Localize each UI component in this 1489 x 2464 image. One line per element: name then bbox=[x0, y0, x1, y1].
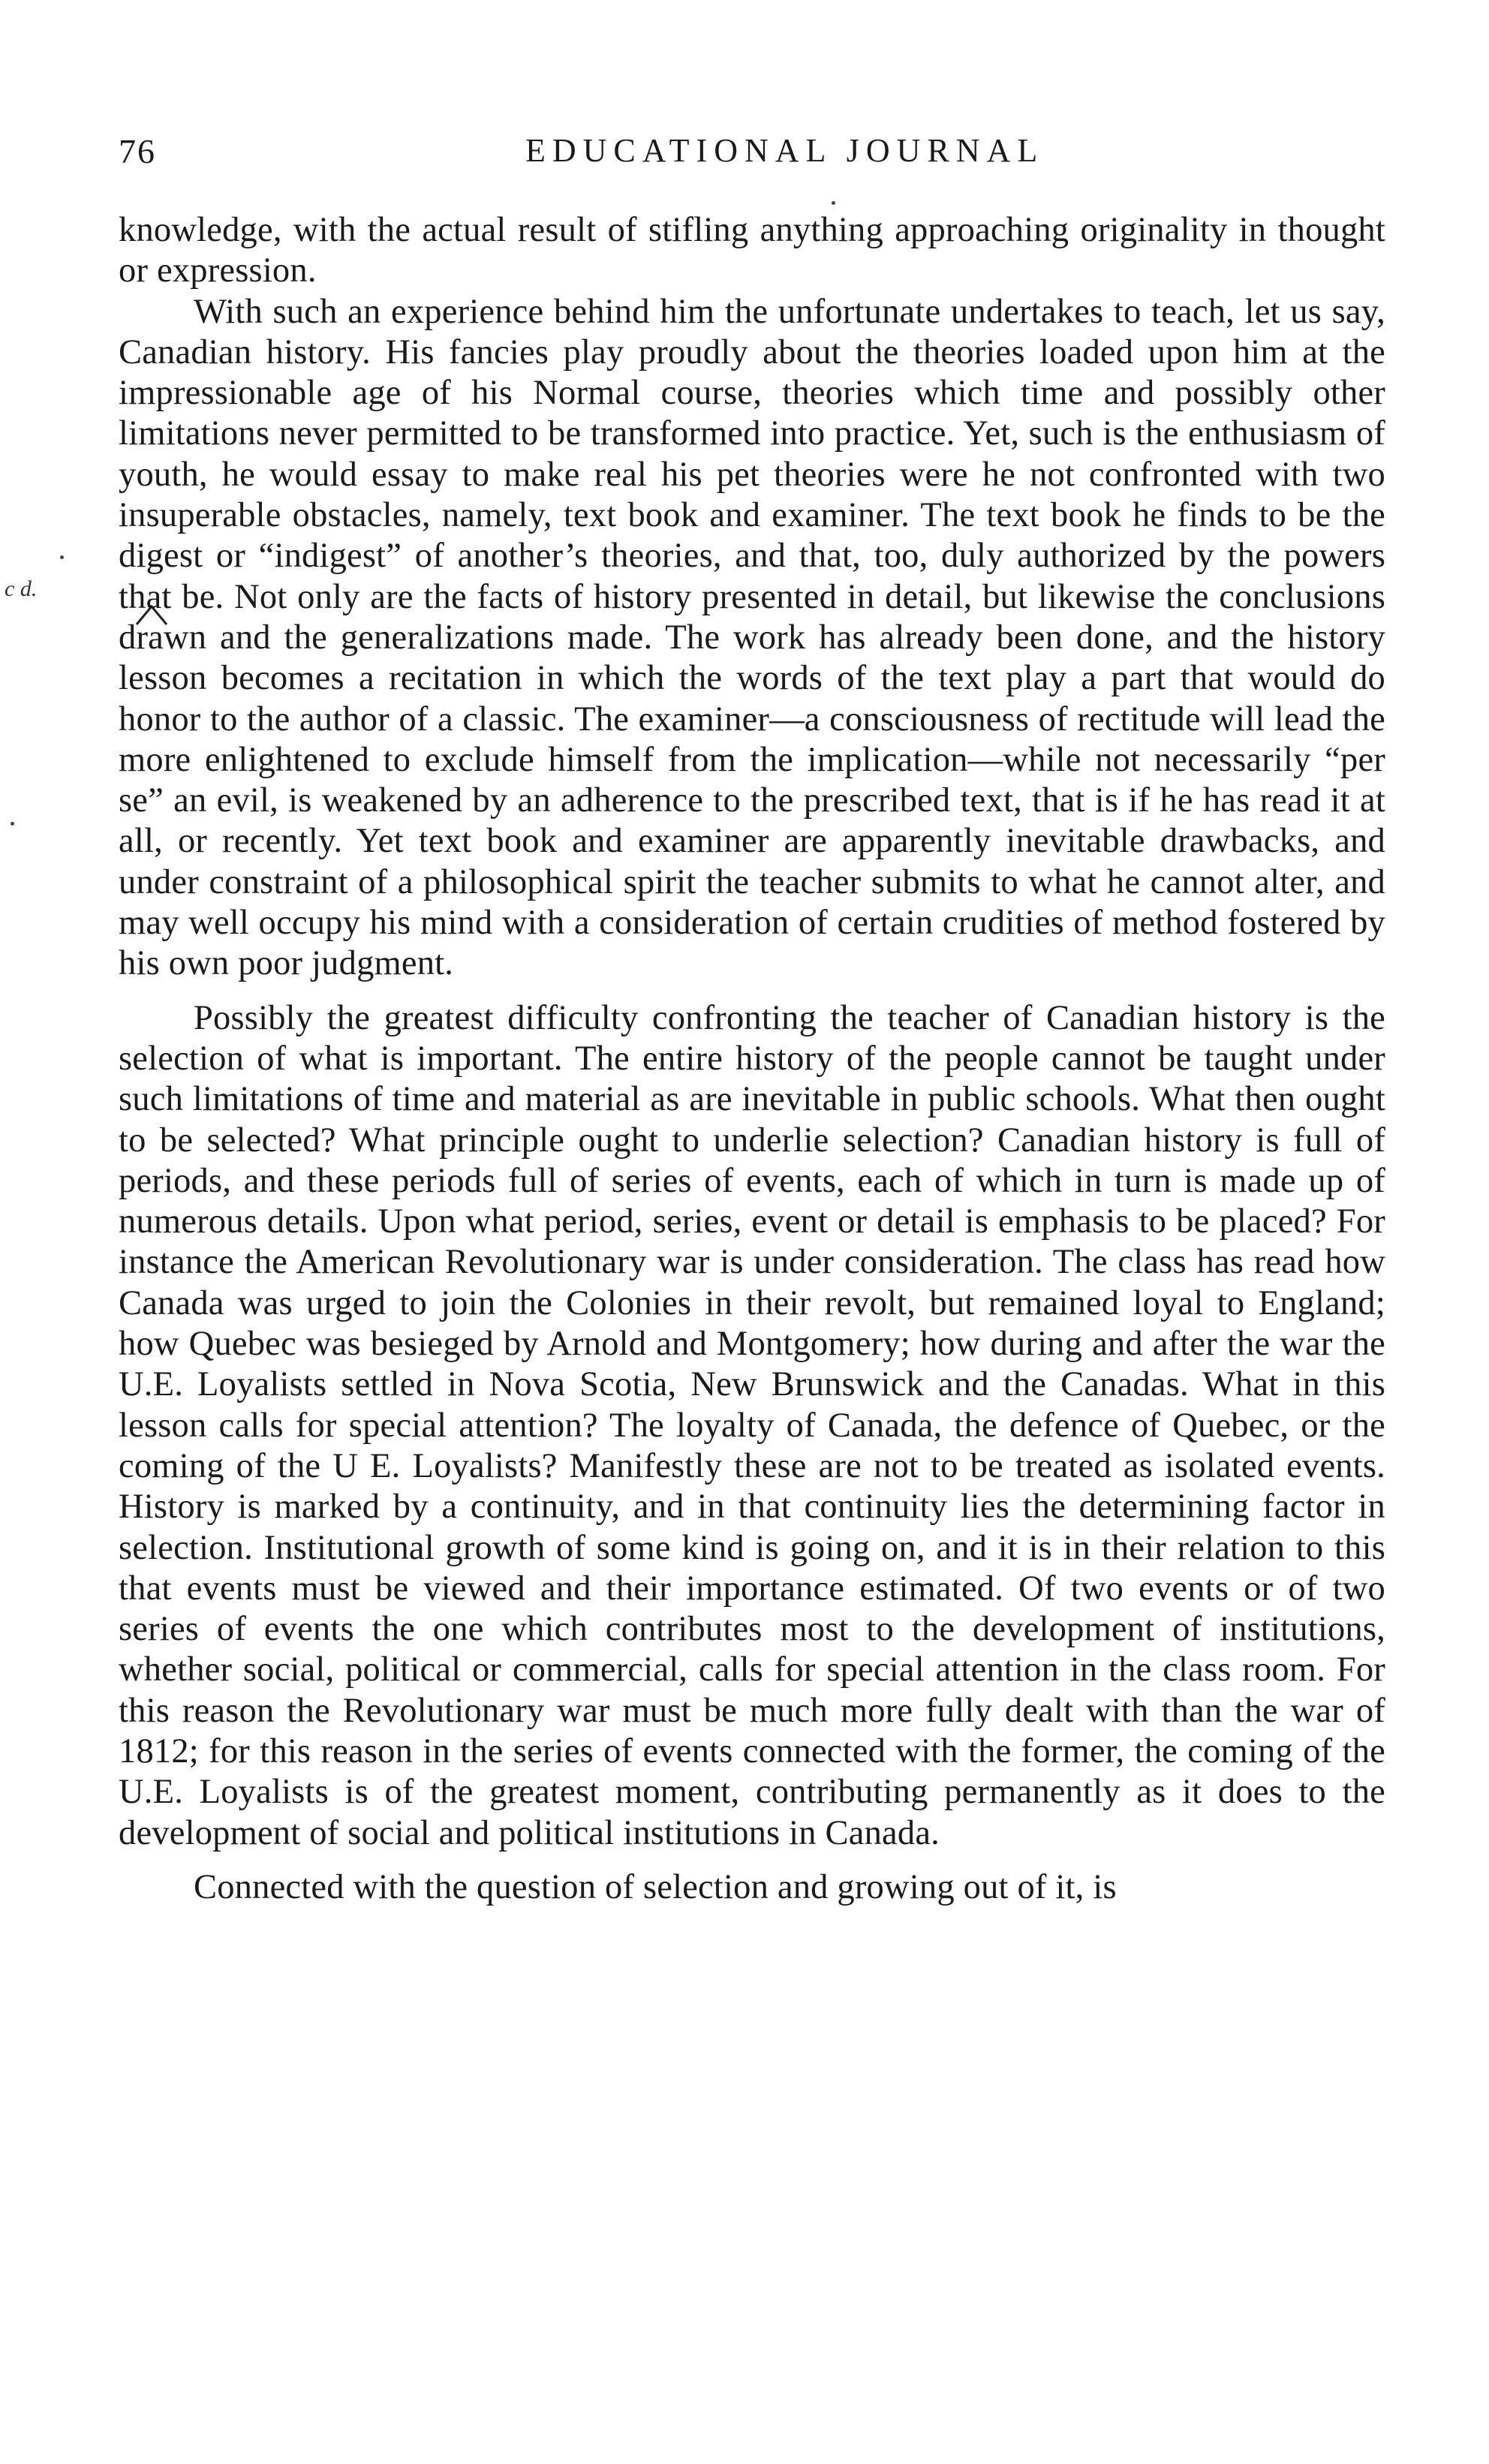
running-header: EDUCATIONAL JOURNAL bbox=[525, 132, 1045, 169]
paragraph: Connected with the question of selection and growing out of it, is bbox=[194, 1867, 1117, 1906]
handwritten-margin-note: c d. bbox=[5, 576, 38, 601]
stray-ink-dot bbox=[11, 822, 14, 826]
paragraph: Possibly the greatest difficulty confronting the teacher of Canadian history is the selection of what is important. The entire history of the people cannot be taught under such limitations of time and material as are inevitable in public schools. What then ought to be selected? What principle ought to underlie selection? Canadian history is full of periods, and these periods full of series of events, each of which in turn is made up of numerous details. Upon what period, series, event or detail is emphasis to be placed? For instance the American Revolutionary war is under consideration. The class has read how Canada was urged to join the Colonies in their revolt, but remained loyal to England; how Quebec was besieged by Arnold and Montgomery; how during and after the war the U.E. Loyalists settled in Nova Scotia, New Brunswick and the Canadas. What in this lesson calls for special attention? The loyalty of Canada, the defence of Quebec, or the coming of the U E. Loyalists? Manifestly these are not to be treated as isolated events. History is marked by a continuity, and in that continuity lies the determining factor in selection. Institutional growth of some kind is going on, and it is in their relation to this that events must be viewed and their importance estimated. Of two events or of two series of events the one which contributes most to the development of institutions, whether social, political or commercial, calls for special attention in the class room. For this reason the Revolutionary war must be much more fully dealt with than the war of 1812; for this reason in the series of events connected with the former, the coming of the U.E. Loyalists is of the greatest moment, contributing permanently as it does to the development of social and political institutions in Canada. bbox=[119, 998, 1385, 1852]
stray-ink-dot bbox=[60, 555, 64, 559]
paragraph: With such an experience behind him the unfortunate undertakes to teach, let us say, Canadian history. His fancies play proudly about the theories loaded upon him at the impressionable age of his Normal course, theories which time and possibly other limitations never permitted to be transformed into practice. Yet, such is the enthusiasm of youth, he would essay to make real his pet theories were he not confronted with two insuperable obstacles, namely, text book and examiner. The text book he finds to be the digest or “indigest” of another’s theories, and that, too, duly authorized by the powers that be. Not only are the facts of history presented in detail, but likewise the conclusions drawn and the generalizations made. The work has already been done, and the history lesson becomes a recitation in which the words of the text play a part that would do honor to the author of a classic. The examiner—a consciousness of rectitude will lead the more enlightened to exclude himself from the implication—while not necessarily “per se” an evil, is weakened by an adherence to the prescribed text, that is if he has read it at all, or recently. Yet text book and examiner are apparently inevitable drawbacks, and under constraint of a philosophical spirit the teacher submits to what he cannot alter, and may well occupy his mind with a consideration of certain crudities of method fostered by his own poor judgment. bbox=[119, 292, 1385, 983]
page-number: 76 bbox=[119, 132, 156, 170]
stray-ink-dot bbox=[832, 201, 835, 205]
article-body bbox=[119, 210, 1385, 1908]
paragraph-continued: knowledge, with the actual result of stifling anything approaching originality in thought or expression. bbox=[119, 211, 1385, 290]
